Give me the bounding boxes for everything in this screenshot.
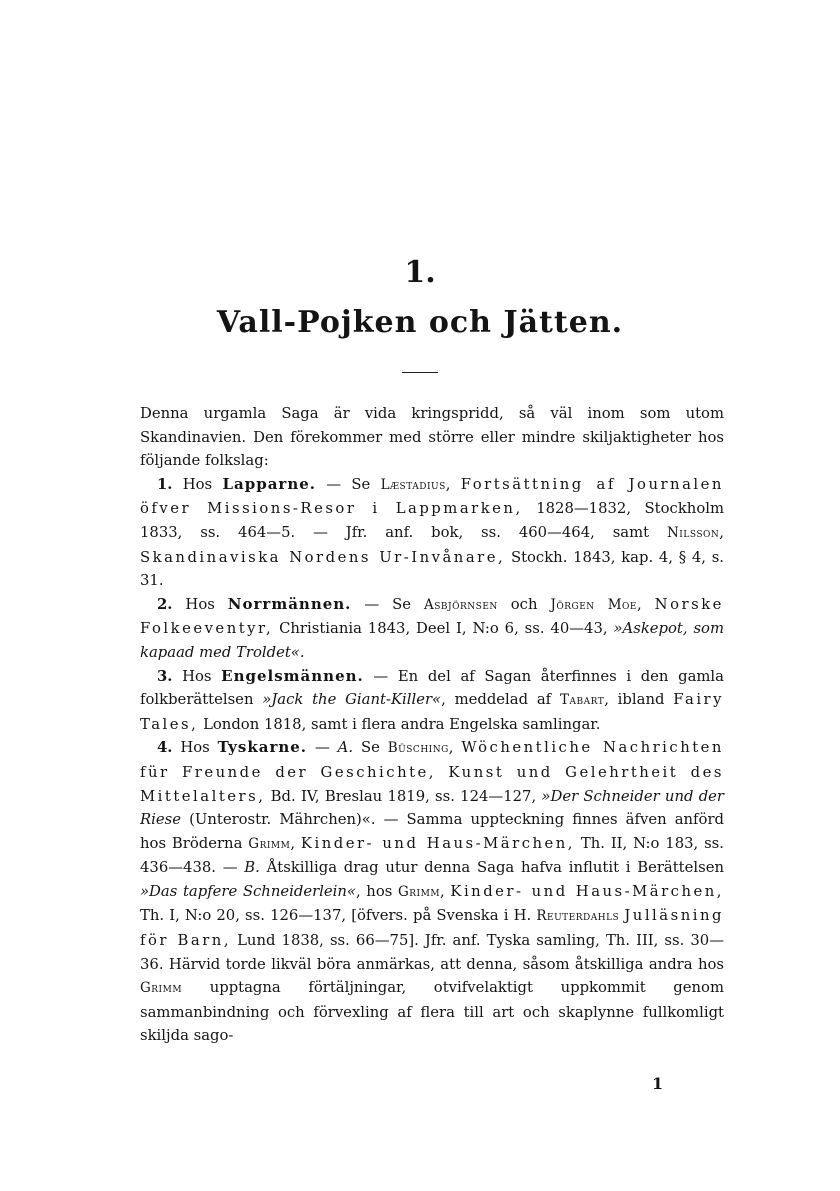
list-item-lapparne: 1. Hos Lapparne. — Se Læstadius, Fortsättning af Journalen öfver Missions-Resor i Lappmarken, 1828—1832, Stockholm 1833, ss. 464—5. — Jfr. anf. bok, ss. 460—464, samt Nilsson, Skandinaviska Nordens Ur-Invånare, Stockh. 1843, kap. 4, § 4, s. 31.	[140, 474, 724, 590]
work-title: Wöchentliche Nachrichten für Freunde der Geschichte, Kunst und Gelehrtheit des Mittelalters,	[140, 739, 724, 805]
author: Læstadius	[380, 476, 446, 493]
work-title: »Das tapfere Schneiderlein«	[140, 882, 356, 900]
work-title: »Jack the Giant-Killer«	[262, 691, 442, 709]
intro-paragraph: Denna urgamla Saga är vida kringspridd, så väl inom som utom Skandinavien. Den förekommer med större eller mindre skiljaktigheter hos följande folkslag:	[140, 405, 724, 470]
work-title: »Der Schneider und der Riese	[140, 787, 724, 829]
chapter-number: 1.	[404, 255, 436, 290]
author: Grimm	[397, 883, 441, 900]
author: Tabart	[559, 692, 605, 709]
title-divider	[402, 372, 438, 373]
signature-mark: 1	[652, 1074, 664, 1093]
author: Asbjörnsen	[424, 596, 498, 613]
work-title: Kinder- und Haus-Märchen,	[450, 882, 724, 900]
body-text	[140, 402, 724, 1048]
work-title: »Askepot, som kapaad med Troldet«.	[140, 620, 724, 661]
people-heading: Norrmännen.	[227, 594, 352, 613]
work-title: Fairy Tales,	[140, 691, 724, 733]
work-title: Fortsättning af Journalen öfver Missions-Resor i Lappmarken,	[140, 475, 724, 518]
author: Grimm	[248, 835, 291, 852]
people-heading: Tyskarne.	[217, 738, 308, 757]
chapter-title: Vall-Pojken och Jätten.	[216, 305, 624, 340]
people-heading: Lapparne.	[222, 474, 316, 493]
work-title: Julläsning för Barn,	[140, 907, 724, 950]
author: Nilsson	[666, 524, 720, 541]
work-title: Skandinaviska Nordens Ur-Invånare,	[140, 548, 506, 566]
list-item-tyskarne: 4. Hos Tyskarne. — A. Se Büsching, Wöchentliche Nachrichten für Freunde der Geschichte, Kunst und Gelehrtheit des Mittelalters, Bd. IV, Breslau 1819, ss. 124—127, »Der Schneider und der Riese (Unterostr. Mährchen)«. — Samma uppteckning finnes äfven anförd hos Bröderna Grimm, Kinder- und Haus-Märchen, Th. II, N:o 183, ss. 436—438. — B. Åtskilliga drag utur denna Saga hafva influtit i Berättelsen »Das tapfere Schneiderlein«, hos Grimm, Kinder- und Haus-Märchen, Th. I, N:o 20, ss. 126—137, [öfvers. på Svenska i H. Reuterdahls Julläsning för Barn, Lund 1838, ss. 66—75]. Jfr. anf. Tyska samling, Th. III, ss. 30—36. Härvid torde likväl böra anmärkas, att denna, såsom åtskilliga andra hos Grimm upptagna förtäljningar, otvifvelaktigt uppkommit genom sammanbindning och förvexling af flera till art och skaplynne fullkomligt skiljda sago-	[140, 738, 724, 1045]
author: Reuterdahls	[536, 908, 620, 925]
work-title: Norske Folkeeventyr,	[140, 595, 724, 638]
work-title: Kinder- und Haus-Märchen,	[300, 834, 575, 852]
author: Grimm	[140, 980, 183, 997]
people-heading: Engelsmännen.	[221, 666, 364, 685]
list-item-engelsmannen: 3. Hos Engelsmännen. — En del af Sagan återfinnes i den gamla folkberättelsen »Jack the Giant-Killer«, meddelad af Tabart, ibland Fairy Tales, London 1818, samt i flera andra Engelska samlingar.	[140, 666, 724, 733]
author: Jörgen Moe	[550, 596, 637, 613]
author: Büsching	[387, 740, 449, 757]
list-item-norrmannen: 2. Hos Norrmännen. — Se Asbjörnsen och Jörgen Moe, Norske Folkeeventyr, Christiania 1843, Deel I, N:o 6, ss. 40—43, »Askepot, som kapaad med Troldet«.	[140, 594, 724, 661]
